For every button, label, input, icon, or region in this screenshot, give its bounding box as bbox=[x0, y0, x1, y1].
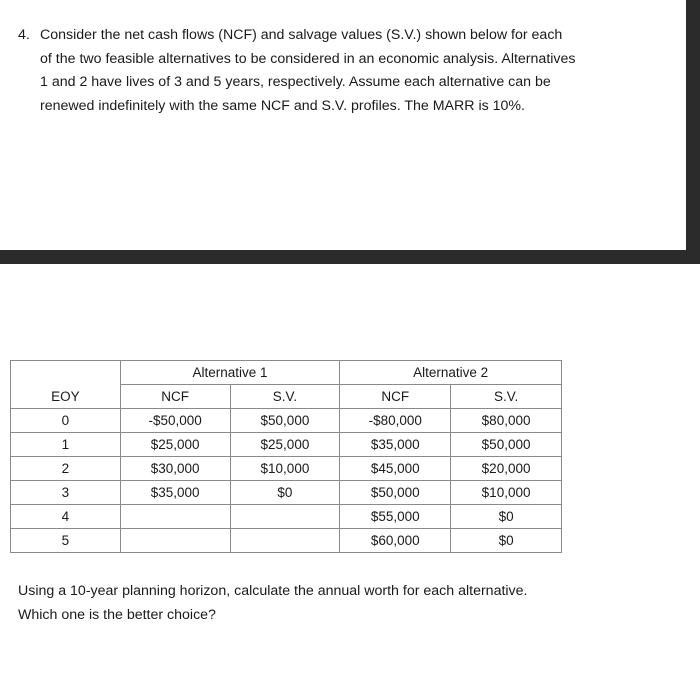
alt1-sv-cell bbox=[230, 529, 340, 553]
alt2-sv-cell: $0 bbox=[451, 505, 562, 529]
question-line-1: Using a 10-year planning horizon, calculate the annual worth for each alternative. bbox=[18, 583, 528, 599]
alt2-sv-cell: $20,000 bbox=[451, 457, 562, 481]
alt1-sv-cell: $0 bbox=[230, 481, 340, 505]
alternative-1-header: Alternative 1 bbox=[120, 361, 340, 385]
table-row bbox=[11, 433, 562, 457]
alternative-2-header: Alternative 2 bbox=[340, 361, 562, 385]
alt2-ncf-cell: $35,000 bbox=[340, 433, 451, 457]
eoy-header: EOY bbox=[11, 385, 121, 409]
cash-flow-table bbox=[10, 360, 562, 553]
alt2-ncf-cell: $55,000 bbox=[340, 505, 451, 529]
alt1-ncf-cell: $25,000 bbox=[120, 433, 230, 457]
alt2-ncf-header: NCF bbox=[340, 385, 451, 409]
eoy-cell: 3 bbox=[11, 481, 121, 505]
alt2-sv-cell: $50,000 bbox=[451, 433, 562, 457]
section-divider bbox=[0, 250, 700, 264]
eoy-cell: 0 bbox=[11, 409, 121, 433]
question-text bbox=[18, 580, 618, 627]
alt2-sv-cell: $80,000 bbox=[451, 409, 562, 433]
alt2-ncf-cell: $50,000 bbox=[340, 481, 451, 505]
table-row bbox=[11, 457, 562, 481]
alt1-ncf-header: NCF bbox=[120, 385, 230, 409]
alt2-ncf-cell: -$80,000 bbox=[340, 409, 451, 433]
alt1-sv-cell: $10,000 bbox=[230, 457, 340, 481]
question-line-2: Which one is the better choice? bbox=[18, 606, 216, 623]
problem-statement bbox=[18, 24, 578, 118]
alt2-sv-header: S.V. bbox=[451, 385, 562, 409]
alt1-ncf-cell bbox=[120, 529, 230, 553]
problem-text: Consider the net cash flows (NCF) and salvage values (S.V.) shown below for each of the two feasible alternatives to be considered in an economic analysis. Alternatives 1 and 2 have lives of 3 and 5 years, respectively. Assume each alternative can be renewed indefinitely with the same NCF and S.V. profiles. The MARR is 10%. bbox=[40, 27, 576, 114]
alt1-ncf-cell: $35,000 bbox=[120, 481, 230, 505]
alt2-sv-cell: $0 bbox=[451, 529, 562, 553]
alt1-sv-cell: $50,000 bbox=[230, 409, 340, 433]
problem-number: 4. bbox=[18, 27, 30, 43]
table-row bbox=[11, 505, 562, 529]
page-edge-shadow bbox=[686, 0, 700, 250]
eoy-cell: 1 bbox=[11, 433, 121, 457]
alt1-ncf-cell: -$50,000 bbox=[120, 409, 230, 433]
alt1-ncf-cell bbox=[120, 505, 230, 529]
table-row bbox=[11, 409, 562, 433]
alt2-ncf-cell: $45,000 bbox=[340, 457, 451, 481]
alt1-sv-cell bbox=[230, 505, 340, 529]
eoy-cell: 5 bbox=[11, 529, 121, 553]
alt1-sv-cell: $25,000 bbox=[230, 433, 340, 457]
alt1-ncf-cell: $30,000 bbox=[120, 457, 230, 481]
alt1-sv-header: S.V. bbox=[230, 385, 340, 409]
alt2-sv-cell: $10,000 bbox=[451, 481, 562, 505]
table-row bbox=[11, 481, 562, 505]
alt2-ncf-cell: $60,000 bbox=[340, 529, 451, 553]
eoy-header-spacer bbox=[11, 361, 121, 385]
eoy-cell: 4 bbox=[11, 505, 121, 529]
eoy-cell: 2 bbox=[11, 457, 121, 481]
column-header-row bbox=[11, 385, 562, 409]
table-row bbox=[11, 529, 562, 553]
group-header-row bbox=[11, 361, 562, 385]
